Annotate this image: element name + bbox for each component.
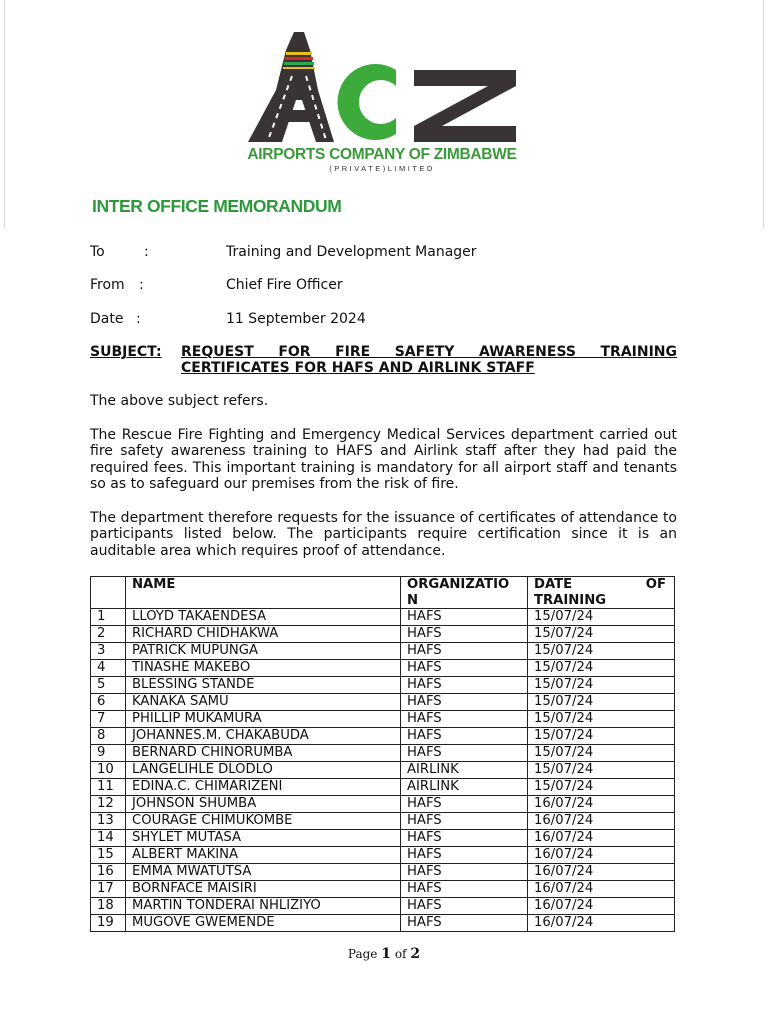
table-row [91,830,675,847]
organization: HAFS [401,677,528,694]
paragraph-training: The Rescue Fire Fighting and Emergency Medical Services department carried out fire safety awareness training to HAFS and Airlink staff after they had paid the required fees. This important training is mandatory for all airport staff and tenants so as to safeguard our premises from the risk of fire. [90,427,677,493]
organization: HAFS [401,830,528,847]
organization: HAFS [401,915,528,932]
training-date: 16/07/24 [528,847,675,864]
row-number: 19 [91,915,126,932]
table-row [91,677,675,694]
logo-company-name: AIRPORTS COMPANY OF ZIMBABWE [247,146,517,163]
participants-table [90,576,675,932]
row-number: 3 [91,643,126,660]
logo-subtitle: (PRIVATE)LIMITED [329,164,435,173]
participant-name: EMMA MWATUTSA [126,864,401,881]
organization: HAFS [401,660,528,677]
participant-name: RICHARD CHIDHAKWA [126,626,401,643]
table-row [91,779,675,796]
subject-line-2: CERTIFICATES FOR HAFS AND AIRLINK STAFF [181,360,535,376]
date-value: 11 September 2024 [226,311,366,327]
from-label: From [90,277,125,293]
table-row [91,643,675,660]
training-date: 15/07/24 [528,728,675,745]
row-number: 2 [91,626,126,643]
participant-name: PHILLIP MUKAMURA [126,711,401,728]
organization: HAFS [401,694,528,711]
organization: AIRLINK [401,779,528,796]
row-number: 8 [91,728,126,745]
organization: HAFS [401,626,528,643]
training-date: 16/07/24 [528,898,675,915]
table-row [91,660,675,677]
header-date-word2: OF [645,577,666,592]
table-body [91,609,675,932]
participant-name: BERNARD CHINORUMBA [126,745,401,762]
participant-name: JOHNSON SHUMBA [126,796,401,813]
table-row [91,694,675,711]
participant-name: BLESSING STANDE [126,677,401,694]
row-number: 13 [91,813,126,830]
organization: HAFS [401,728,528,745]
to-value: Training and Development Manager [226,244,477,260]
subject-line-1: REQUEST FOR FIRE SAFETY AWARENESS TRAINING [181,344,677,360]
from-value: Chief Fire Officer [226,277,343,293]
training-date: 16/07/24 [528,915,675,932]
page-edge-right [763,0,764,228]
organization: HAFS [401,847,528,864]
participant-name: PATRICK MUPUNGA [126,643,401,660]
organization: HAFS [401,898,528,915]
organization: HAFS [401,813,528,830]
date-colon: : [136,311,141,327]
table-row [91,711,675,728]
organization: HAFS [401,745,528,762]
organization: HAFS [401,881,528,898]
training-date: 15/07/24 [528,745,675,762]
table-row [91,813,675,830]
training-date: 15/07/24 [528,779,675,796]
participant-name: LANGELIHLE DLODLO [126,762,401,779]
row-number: 11 [91,779,126,796]
header-date-line1 [534,577,674,593]
row-number: 10 [91,762,126,779]
table-header-row [91,577,675,609]
participant-name: JOHANNES.M. CHAKABUDA [126,728,401,745]
participant-name: TINASHE MAKEBO [126,660,401,677]
table-row [91,915,675,932]
footer-of-word: of [394,947,407,961]
row-number: 14 [91,830,126,847]
participant-name: BORNFACE MAISIRI [126,881,401,898]
training-date: 16/07/24 [528,864,675,881]
participant-name: MUGOVE GWEMENDE [126,915,401,932]
training-date: 16/07/24 [528,881,675,898]
table-row [91,796,675,813]
from-colon: : [139,277,144,293]
header-organization [401,577,528,609]
table-row [91,728,675,745]
participant-name: ALBERT MAKINA [126,847,401,864]
row-number: 1 [91,609,126,626]
footer-total-pages: 2 [410,946,421,962]
table-row [91,847,675,864]
table-row [91,762,675,779]
to-label: To [90,244,105,260]
training-date: 15/07/24 [528,762,675,779]
date-label: Date [90,311,124,327]
footer-page-word: Page [347,947,378,961]
organization: HAFS [401,864,528,881]
paragraph-intro: The above subject refers. [90,393,269,409]
footer-current-page: 1 [381,946,391,962]
table-row [91,898,675,915]
row-number: 15 [91,847,126,864]
paragraph-request: The department therefore requests for the issuance of certificates of attendance to participants listed below. The participants require certification since it is an auditable area which requires proof of attendance. [90,510,677,559]
header-date-word1: DATE [534,577,573,592]
organization: AIRLINK [401,762,528,779]
organization: HAFS [401,643,528,660]
row-number: 4 [91,660,126,677]
header-no [91,577,126,609]
training-date: 16/07/24 [528,796,675,813]
organization: HAFS [401,609,528,626]
participant-name: KANAKA SAMU [126,694,401,711]
acz-logo-mark [246,30,518,146]
row-number: 18 [91,898,126,915]
training-date: 16/07/24 [528,830,675,847]
table-row [91,626,675,643]
participant-name: EDINA.C. CHIMARIZENI [126,779,401,796]
row-number: 6 [91,694,126,711]
subject-text [181,344,677,376]
acz-logo [246,30,518,178]
row-number: 16 [91,864,126,881]
header-org-line1: ORGANIZATIO [407,577,510,592]
table-row [91,745,675,762]
row-number: 17 [91,881,126,898]
page-footer [0,946,768,962]
participant-name: MARTIN TONDERAI NHLIZIYO [126,898,401,915]
participant-name: COURAGE CHIMUKOMBE [126,813,401,830]
row-number: 5 [91,677,126,694]
training-date: 15/07/24 [528,677,675,694]
training-date: 15/07/24 [528,694,675,711]
training-date: 15/07/24 [528,626,675,643]
training-date: 15/07/24 [528,609,675,626]
row-number: 7 [91,711,126,728]
participant-name: LLOYD TAKAENDESA [126,609,401,626]
row-number: 9 [91,745,126,762]
subject-label: SUBJECT: [90,344,162,360]
participant-name: SHYLET MUTASA [126,830,401,847]
training-date: 15/07/24 [528,643,675,660]
organization: HAFS [401,711,528,728]
header-date-line2: TRAINING [534,592,607,608]
table-row [91,881,675,898]
row-number: 12 [91,796,126,813]
memo-title: INTER OFFICE MEMORANDUM [92,196,342,216]
header-name: NAME [126,577,401,609]
header-date [528,577,675,609]
training-date: 15/07/24 [528,660,675,677]
table-row [91,609,675,626]
organization: HAFS [401,796,528,813]
to-colon: : [144,244,149,260]
table-row [91,864,675,881]
header-org-line2: N [407,592,419,608]
training-date: 16/07/24 [528,813,675,830]
page-edge-left [4,0,5,228]
training-date: 15/07/24 [528,711,675,728]
